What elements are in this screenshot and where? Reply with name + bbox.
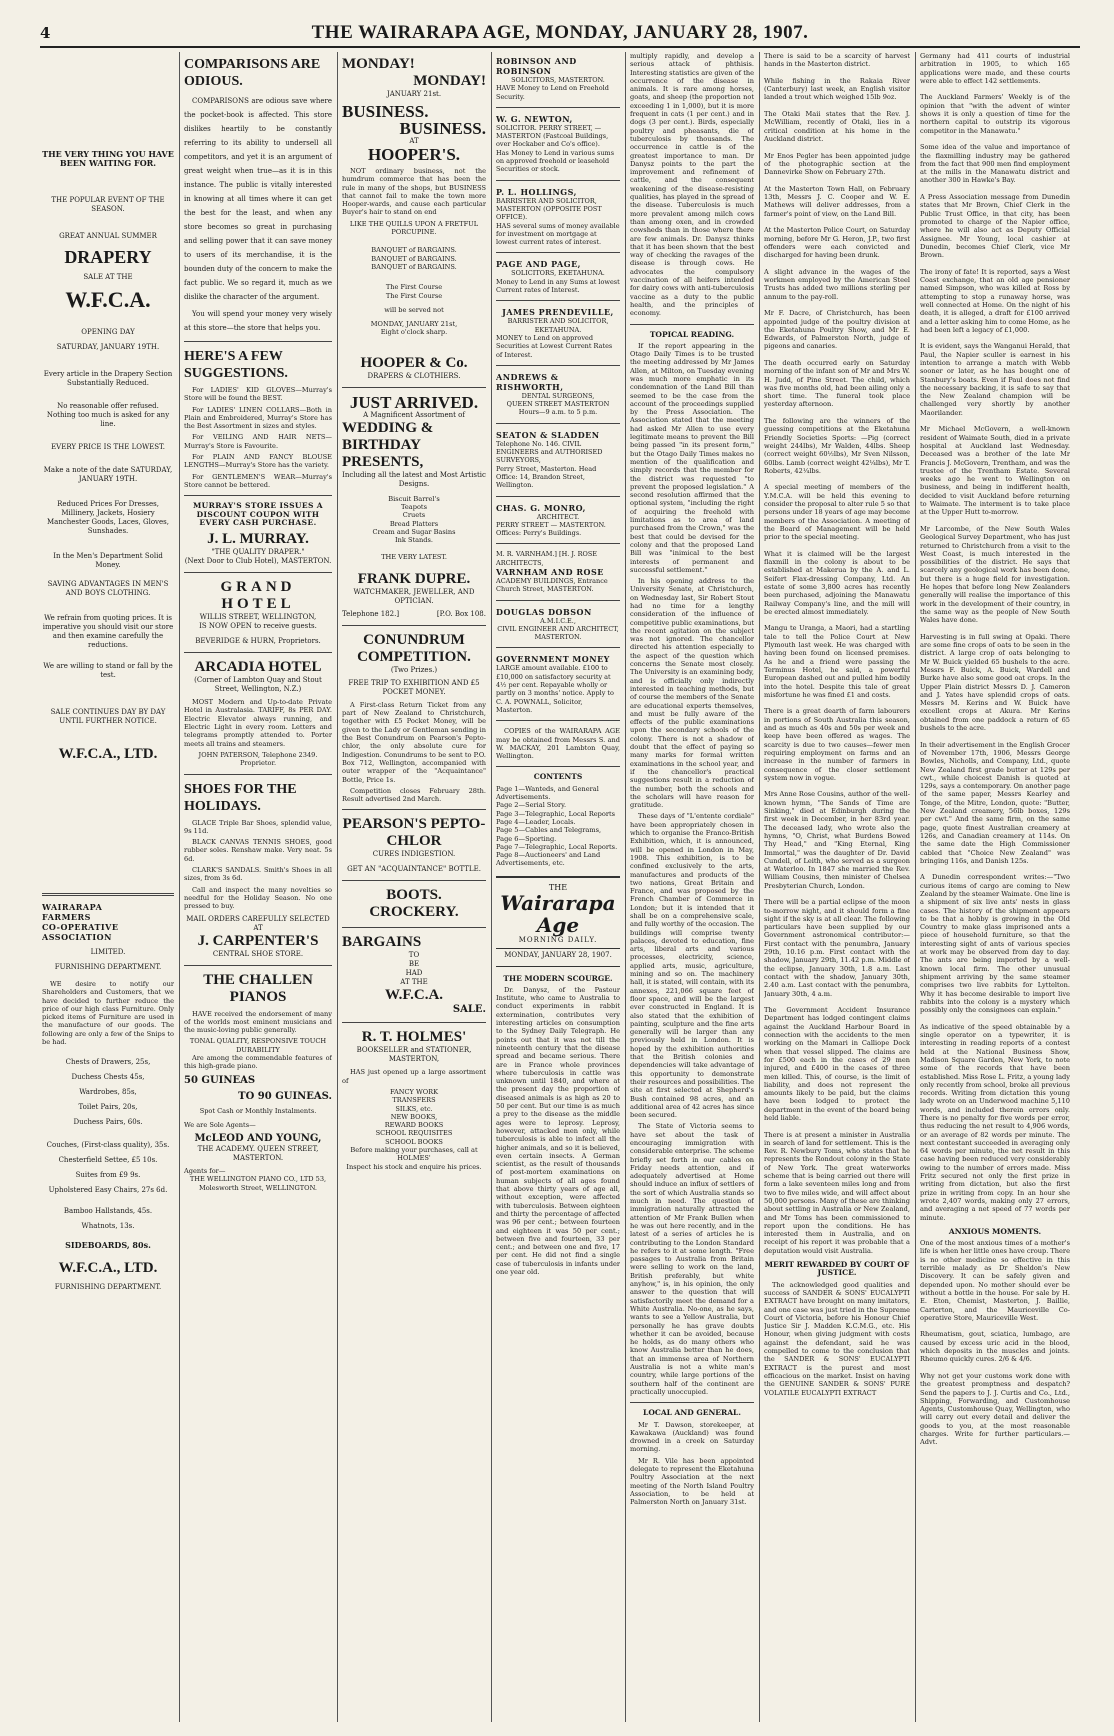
- carpenter-sub: CENTRAL SHOE STORE.: [212, 949, 304, 958]
- professional-card: W. G. NEWTON, SOLICITOR. PERRY STREET, — MASTERTON (Fastcoal Buildings, over Hockaber and Co's office). Has Money to Lend in various sums on approved freehold or leasehold Securities or stock.: [496, 113, 615, 174]
- merit-title: MERIT REWARDED BY COURT OF JUSTICE.: [764, 1260, 910, 1278]
- conundrum-title: CONUNDRUM COMPETITION.: [357, 631, 471, 665]
- challen-price-from: 50 GUINEAS: [184, 1074, 256, 1086]
- arrived-title: JUST ARRIVED.: [349, 392, 479, 412]
- holmes-footer-sub: Inspect his stock and enquire his prices.: [346, 1162, 482, 1171]
- bargains-line: BE: [408, 960, 420, 969]
- furniture-item: Duchess Pairs, 60s.: [73, 1118, 143, 1127]
- holmes-body: HAS just opened up a large assortment of: [342, 1068, 486, 1085]
- monday-line: MONDAY!: [413, 73, 486, 89]
- challen-body-2: Are among the commendable features of this high-grade piano.: [184, 1053, 332, 1071]
- col1-line: We refrain from quoting prices. It is imperative you should visit our store and then examine carefully the reductions.: [42, 614, 174, 649]
- murray-tagline: "THE QUALITY DRAPER.": [211, 548, 305, 557]
- professional-card: SEATON & SLADDEN Telephone No. 146. CIVIL ENGINEERS and AUTHORISED SURVEYORS, Perry Street, Masterton. Head Office: 14, Brandon Street, Wellington.: [496, 429, 603, 490]
- dupre-name: FRANK DUPRE.: [357, 570, 471, 587]
- col1-line: We are willing to stand or fall by the test.: [43, 662, 173, 679]
- anxious-title: ANXIOUS MOMENTS.: [948, 1226, 1042, 1236]
- col1-line: Make a note of the date SATURDAY, JANUARY 19TH.: [43, 466, 173, 483]
- business-line: BUSINESS.: [342, 102, 429, 121]
- wfca-furnishing-ad: [42, 902, 174, 1292]
- drapery-heading: DRAPERY: [64, 247, 152, 267]
- holmes-sub: BOOKSELLER and STATIONER, MASTERTON,: [356, 1046, 472, 1064]
- professional-card: ROBINSON AND ROBINSON SOLICITORS, MASTERTON. HAVE Money to Lend on Freehold Security.: [496, 56, 609, 101]
- suggestion-item: For GENTLEMEN'S WEAR—Murray's Store cannot be bettered.: [184, 472, 332, 489]
- holmes-item: REWARD BOOKS: [384, 1121, 444, 1130]
- mail-orders: MAIL ORDERS CAREFULLY SELECTED AT: [186, 914, 330, 932]
- contents-item: Page 7—Telegraphic, Local Reports.: [496, 842, 618, 851]
- col1-line: EVERY PRICE IS THE LOWEST.: [51, 443, 165, 451]
- furniture-item: Upholstered Easy Chairs, 27s 6d.: [48, 1186, 168, 1195]
- challen-price-to: TO 90 GUINEAS.: [238, 1090, 332, 1102]
- suggestion-item: For VEILING AND HAIR NETS—Murray's Store is Favourite.: [184, 433, 332, 450]
- column-3: [342, 52, 486, 1722]
- furniture-item: SIDEBOARDS, 80s.: [65, 1240, 151, 1251]
- furniture-item: Whatnots, 13s.: [81, 1222, 135, 1231]
- wfca-dept: FURNISHING DEPARTMENT.: [54, 963, 162, 971]
- scourge-body: Dr. Danysz, of the Pasteur Institute, who came to Australia to conduct experiments in rabbit extermination, contributes very interesting articles on consumption to the Sydney Daily Telegraph. He points out that it was not till the nineteenth century that the disease spread and became serious. There are in France whole provinces where tuberculosis in cattle was unknown until 1840, and where at the present day the proportion of diseased animals is as high as 20 to 50 per cent. But our time is as much a prey to the disease as the middle ages were to leprosy. Leprosy, however, attacked men only, while tuberculosis is able to infect all the higher animals, and so it is believed, even certain insects. A German scientist, as the result of thousands of post-mortem examinations on human subjects of all ages found that above thirty years of age all, without exception, were affected with tuberculosis. Between eighteen and thirty the percentage of affected was 96 per cent.; between fourteen and eighteen it was 50 per cent.; between five and fourteen, 33 per cent.; and between one and five, 17 per cent. He did not find a single case of tuberculosis in infants under one year old.: [496, 985, 620, 1276]
- bargains-line: BARGAINS: [342, 934, 422, 951]
- holmes-item: FANCY WORK: [389, 1087, 439, 1096]
- challen-features: TONAL QUALITY, RESPONSIVE TOUCH DURABILITY: [189, 1037, 327, 1054]
- professional-card: P. L. HOLLINGS, BARRISTER AND SOLICITOR, MASTERTON (OPPOSITE POST OFFICE). HAS several sums of money available for investment on mortgage at lowest current rates of interest.: [496, 186, 620, 247]
- wfca-name: CO-OPERATIVE: [42, 922, 119, 932]
- hooper-co-name: HOOPER & Co.: [360, 354, 468, 371]
- arrived-item: Biscuit Barrel's: [388, 494, 440, 503]
- furniture-item: Chesterfield Settee, £5 10s.: [58, 1156, 158, 1165]
- wfca-intro: WE desire to notify our Shareholders and Customers, that we have decided to further reduce the price of our high class Furniture. Only picked items of Furniture are used in the manufacture of our goods. The following are only a few of the Snips to be had.: [42, 980, 174, 1047]
- furniture-item: Suites from £9 9s.: [75, 1171, 141, 1180]
- col1-line: THE POPULAR EVENT OF THE SEASON.: [51, 196, 165, 213]
- bargains-line: SALE.: [452, 1004, 486, 1016]
- col1-line: SALE CONTINUES DAY BY DAY UNTIL FURTHER NOTICE.: [50, 708, 166, 725]
- topical-body: These days of "L'entente cordiale" have been appropriately chosen in which to organise the Franco-British Exhibition, which, it is announced, will be opened in London in May, 1908. This exhibition, is to be confined exclusively to the arts, manufactures and products of the two nations, Great Britain and France, and was proposed by the French Chamber of Commerce in London; but it is intended that it shall be on a comprehensive scale, and fully worthy of the occasion. The buildings will comprise twenty palaces, devoted to education, fine arts, liberal arts and various processes, electricity, science, applied arts, music, agriculture, mining and so on. The machinery hall, it is stated, will contain, with its annexes, 221,066 square feet of floor space, and will be the largest ever constructed in England. It is also stated that the exhibition of painting, sculpture and the fine arts generally will be larger than any previously held in London. It is hoped by the exhibition authorities that the British colonies and dependencies will take advantage of this opportunity to demonstrate their resources and possibilities. The site at first selected at Shepherd's Bush contained 98 acres, and an additional area of 42 acres has since been secured.: [630, 812, 754, 1120]
- challen-agents-sub: THE ACADEMY. QUEEN STREET, MASTERTON.: [197, 1145, 319, 1163]
- challen-agents-for: Agents for—: [184, 1167, 226, 1176]
- professional-card: GOVERNMENT MONEY LARGE amount available. £100 to £10,000 on satisfactory security at 4½ per cent. Repayable wholly or partly on 3 months' notice. Apply to C. A. POWNALL, Solicitor, Masterton.: [496, 654, 614, 714]
- col1-line: In the Men's Department Solid Money.: [53, 552, 163, 569]
- wfca-footer: W.F.C.A., LTD.: [58, 1260, 158, 1277]
- scourge-continued: multiply rapidly, and develop a serious attack of phthisis. Interesting statistics are given of the occurrence of the disease in animals. It is rare among horses, goats, and sheep (the proportion not exceeding 1 in 1,000), but it is more frequent in cats (1 per cent.) and in dogs (3 per cent.). Birds, especially poultry and pheasants, die of tuberculosis by thousands. The occurrence in cattle is of the greatest importance to man. Dr Danysz points to the part the improvement and refinement of cattle, and the consequent weakening of the disease-resisting qualities, has played in the spread of the disease. Tuberculosis is much more prevalent among milch cows than among oxen, and in crowded cowsheds than in those where there are few animals. Dr. Danysz thinks that it has been shown that the best way of checking the ravages of the disease is through cows. He advocates the compulsory vaccination of all heifers intended for dairy cows with anti-tuberculosis vaccine as a duty to the public health, and the principles of economy.: [630, 52, 754, 318]
- hoopers-name: HOOPER'S.: [367, 145, 461, 164]
- wfca-heading: W.F.C.A.: [65, 287, 151, 312]
- col1-line: OPENING DAY: [81, 328, 135, 336]
- course-line: will be served not: [384, 305, 444, 314]
- wfca-name: FARMERS: [42, 912, 91, 922]
- daily-nameplate: [496, 876, 620, 967]
- local-body: Mr T. Dawson, storekeeper, at Kawakawa (Auckland) was found drowned in a creek on Saturday morning.: [630, 1420, 754, 1454]
- arrived-sub: A Magnificent Assortment of: [363, 410, 465, 419]
- holmes-footer: Before making your purchases, call at: [350, 1146, 478, 1155]
- contents-title: CONTENTS: [533, 772, 583, 782]
- business-at: AT: [409, 137, 419, 145]
- challen-agents-label: We are Sole Agents—: [184, 1120, 256, 1129]
- col1-line: SATURDAY, JANUARY 19TH.: [56, 343, 160, 351]
- course-line: MONDAY, JANUARY 21st,: [370, 320, 458, 329]
- arrived-latest: THE VERY LATEST.: [381, 552, 447, 561]
- murray-name: J. L. MURRAY.: [207, 531, 309, 548]
- banquet-line: BANQUET of BARGAINS.: [371, 246, 457, 255]
- boots-line: CROCKERY.: [369, 904, 459, 921]
- arrived-item: Cream and Sugar Basins: [372, 527, 456, 536]
- holmes-item: SCHOOL REQUISITES: [375, 1129, 453, 1138]
- comparisons-body: COMPARISONS are odious save where the pocket-book is affected. This store dislikes heartily to be constantly referring to its ability to undersell all competitors, and yet it is an argument of great weight when true—as it is in this instance. The public is vitally interested in knowing at all times where it can get the best for the least, and when any store becomes so great in purchasing and selling power that it can save money to users of its merchandise, it is the bounden duty of the concern to make the fact public. We so regard it, much as we dislike the character of the argument.: [184, 97, 332, 301]
- challen-agents: McLEOD AND YOUNG,: [194, 1133, 322, 1145]
- contents-item: Page 6—Sporting.: [496, 834, 557, 843]
- furniture-item: Bamboo Hallstands, 45s.: [63, 1207, 153, 1216]
- professional-card: M. R. VARNHAM.] [H. J. ROSE ARCHITECTS, VARNHAM AND ROSE ACADEMY BUILDINGS, Entrance Church Street, MASTERTON.: [496, 550, 608, 594]
- col1-line: GREAT ANNUAL SUMMER: [59, 232, 157, 240]
- column-6: [764, 52, 910, 1722]
- furniture-item: Wardrobes, 85s,: [79, 1088, 137, 1097]
- banquet-line: BANQUET of BARGAINS.: [371, 262, 457, 271]
- page-number: 4: [40, 24, 51, 42]
- general-news-body: Germany had 411 courts of industrial arbitration in 1905, to which 165 applications were made, and these courts were able to effect 142 settlements. The Auckland Farmers' Weekly is of the opinion that "with the advent of winter shows it is only a question of time for the northern capital to outstrip its vigorous competitor in the Manawatu." Some idea of the value and importance of the flaxmilling industry may be gathered from the fact that 900 men find employment at the mills in the Manawatu district and another 300 in Hawke's Bay. A Press Association message from Dunedin states that Mr Brown, Chief Clerk in the Public Trust Office, in that city, has been promoted to charge of the Napier office, where he will also act as Deputy Official Assignee. Mr Young, local cashier at Dunedin, becomes Chief Clerk, vice Mr Brown. The irony of fate! It is reported, says a West Coast exchange, that an old age pensioner named Simpson, who was killed at Ross by attempting to stop a runaway horse, was well connected at Home. On the night of his death, it is alleged, a draft for £100 arrived and a letter asking him to come Home, as he had been left a legacy of £1,000. It is evident, says the Wanganui Herald, that Paul, the Napier sculler is earnest in his intention to arrange a match with Webb sooner or later, as he has bought one of Stanbury's boats. Even if Paul does not find the necessary backing, it is safe to say that the New Zealand champion will be challenged very shortly by another Maorilander. Mr Michael McGovern, a well-known resident of Waimate South, died in a private hospital at Auckland last Wednesday. Deceased was a brother of the late Mr Francis J. McGovern, Trentham, and was the trustee of the Trentham Estate. Several weeks ago he went to Wellington on business, and being in indifferent health, decided to visit Auckland before returning to Waimate. The interment is to take place at the Upper Hutt to-morrow. Mr Larcombe, of the New South Wales Geological Survey Department, who has just returned to Christchurch from a visit to the West Coast, is much interested in the possibilities of the district. He says that scarcely any geological work has been done, but there is a huge field for investigation. He hopes that before long New Zealanders generally will realise the importance of this work in the development of their country, in the same way as the people of New South Wales have done. Harvesting is in full swing at Opaki. There are some fine crops of oats to be seen in the district. A large crop of oats belonging to Mr W. Buick yielded 65 bushels to the acre. Messrs F. Buick, A. Buick, Wardell and Burke have also some good oat crops. In the Upper Plain district Messrs D. J. Cameron and J. Yates have splendid crops of oats. Messrs M. Kerins and W. Buick have excellent crops at Akura. Mr Kerins obtained from one paddock a return of 65 bushels to the acre. In their advertisement in the English Grocer of November 17th, 1906, Messrs George Bowles, Nicholls, and Company, Ltd., quote New Zealand first grade butter at 129s per cwt., while choicest Danish is quoted at 129s, says a contemporary. On another page of the same paper, Messrs Kearley and Tonge, of the Mitre, London, quote: "Butter, New Zealand creamery, 56lb boxes, 129s per cwt." And the same firm, on the same page, quote finest Australian creamery at 126s, and Canadian creamery at 114s. On the same date the High Commissioner cabled that "Choice New Zealand" was bringing 116s, and Danish 125s. A Dunedin correspondent writes:—"Two curious items of cargo are coming to New Zealand by the steamer Waimate. One line is a shipment of six live ants' nests in glass cases. The history of the shipment appears to be that a hobby is growing in the Old Country to make glass imprisoned ants a piece of household furniture, so that the interesting sight of ants of various species at work may be observed from day to day. The ants are being imported by a well-known local firm. The other unusual shipment arriving by the same steamer comprises two live rabbits for Lyttelton. Why it has become desirable to import live rabbits into the colony is a mystery which possibly only the consignees can explain." As indicative of the speed obtainable by a single operator on a typewriter, it is interesting in reading reports of a contest held at the National Business Show, Madison Square Garden, New York, to note some of the records that have been established. Miss Rose L. Fritz, a young lady only recently from school, broke all previous records. Writing from dictation this young lady wrote on an Underwood machine 5,110 words, and included therein errors only. There is no penalty for five words per error, thus reducing the net result to 4,906 words, or an average of 82 words per minute. The next contestant succeeded in averaging only 64 words per minute, the net result in this case having been reduced very considerably owing to the number of errors made. Miss Fritz secured not only the first prize in writing from dictation, but also the first prize in writing from copy. In an hour she wrote 2,407 words, making only 27 errors, and averaging a net speed of 77 words per minute.: [920, 52, 1070, 1222]
- suggestions-title: HERE'S A FEW SUGGESTIONS.: [184, 349, 288, 381]
- monday-date: JANUARY 21st.: [386, 90, 442, 98]
- holmes-item: SILKS, etc.: [395, 1104, 433, 1113]
- arcadia-body: MOST Modern and Up-to-date Private Hotel in Australasia. TARIFF, 8s PER DAY. Electric Elevator always running, and Electric Light in every room. Letters and telegrams promptly attended to. Porter meets all trains and steamers.: [184, 698, 332, 748]
- wfca-name: WAIRARAPA: [42, 902, 103, 912]
- contents-list: [496, 785, 620, 868]
- daily-sub: MORNING DAILY.: [518, 936, 598, 944]
- grand-hotel-name: GRAND HOTEL: [220, 579, 296, 613]
- challen-body: HAVE received the endorsement of many of the worlds most eminent musicians and the music-loving public generally.: [184, 1009, 332, 1035]
- topical-body: If the report appearing in the Otago Daily Times is to be trusted the meeting addressed by Mr James Allen, at Milton, on Tuesday evening was much more emphatic in its condemnation of the Land Bill than seemed to be the case from the account of the proceedings supplied by the Press Association. The Association stated that the meeting had asked Mr Allen to use every legitimate means to prevent the Bill being passed "in its present form," but the Otago Daily Times makes no mention of the qualification and simply records that the member for the district was requested "to prevent the proposed legislation." A second resolution affirmed that the optional system, "including the right of acquiring the freehold with limitations as to area of land purchased from the Crown," was the best that could be devised for the colony and that the proposed Land Bill was "inimical to the best interests of permanent and successful settlement.": [630, 341, 754, 574]
- professional-card: DOUGLAS DOBSON A.M.I.C.E., CIVIL ENGINEER AND ARCHITECT, MASTERTON.: [496, 606, 619, 642]
- topical-body: In his opening address to the University Senate, at Christchurch, on Wednesday last, Sir Robert Stout had no time for a lengthy consideration of the influence of competitive public examinations, but the recent agitation on the subject was not ignored. The chancellor directed his attention especially to the aspect of the question which concerns the Senate most closely. The University is an examining body, and is officially only indirectly interested in teaching methods, but of course the members of the Senate are educational experts themselves, and must be fully aware of the effects of the public examinations upon the secondary schools of the colony. There is not a shadow of doubt that the effect of paying so many marks for formal written examinations in the school year, and if the chancellor's practical suggestions result in a reduction of the number, both the schools and the scholars will have reason for gratitude.: [630, 577, 754, 810]
- furniture-item: Duchess Chests 45s,: [71, 1073, 145, 1082]
- challen-terms: Spot Cash or Monthly Instalments.: [199, 1106, 317, 1115]
- shoes-item: CLARK'S SANDALS. Smith's Shoes in all sizes, from 3s 6d.: [184, 866, 332, 883]
- local-title: LOCAL AND GENERAL.: [643, 1408, 741, 1418]
- professional-card: CHAS. G. MONRO, ARCHITECT. PERRY STREET — MASTERTON. Offices: Perry's Buildings.: [496, 502, 606, 538]
- comparisons-title: COMPARISONS ARE ODIOUS.: [184, 57, 321, 89]
- col1-line: THE VERY THING YOU HAVE BEEN WAITING FOR.: [42, 149, 174, 168]
- daily-the: THE: [548, 882, 568, 892]
- arrived-item: Teapots: [401, 503, 427, 512]
- holmes-item: TRANSFERS: [392, 1096, 436, 1105]
- course-line: Eight o'clock sharp.: [380, 328, 448, 337]
- pearson-sub: CURES INDIGESTION.: [372, 850, 456, 859]
- conundrum-body: A First-class Return Ticket from any part of New Zealand to Christchurch, together with £5 Pocket Money, will be given to the Lady or Gentleman sending in the Best Conundrum on Pearson's Pepto-chlor, the only absolute cure for Indigestion. Conundrums to be sent to P.O. Box 712, Wellington, accompanied with outer wrapper of the "Acquaintance" Bottle, Price 1s.: [342, 700, 486, 784]
- arcadia-name: ARCADIA HOTEL: [194, 659, 322, 676]
- wfca-name: ASSOCIATION: [42, 932, 112, 942]
- shoes-title: SHOES FOR THE HOLIDAYS.: [184, 781, 297, 814]
- anxious-body: One of the most anxious times of a mother's life is when her little ones have croup. There is no other medicine so effective in this terrible malady as Dr Sheldon's New Discovery. It can be safely given and depended upon. No mother should ever be without a bottle in the house. For sale by H. E. Eton, Chemist, Masterton, J. Baillie, Carterton, and the Mauriceville Co-operative Store, Mauriceville West. Rheumatism, gout, sciatica, lumbago, are caused by excess uric acid in the blood, which deposits in the muscles and joints. Rheumo quickly cures. 2/6 & 4/6. Why not get your customs work done with the greatest promptness and despatch? Send the papers to J. J. Curtis and Co., Ltd., Shipping, Forwarding, and Customhouse Agents, Customhouse Quay, Wellington, who will carry out every detail and deliver the goods to you, at the most reasonable charges. Write for further particulars.—Advt.: [920, 1239, 1070, 1447]
- bargains-line: HAD: [405, 969, 423, 978]
- suggestion-item: For LADIES' KID GLOVES—Murray's Store will be found the BEST.: [184, 386, 332, 403]
- professional-card: JAMES PRENDEVILLE, BARRISTER AND SOLICITOR, EKETAHUNA. MONEY to Lend on approved Securities at Lowest Current Rates of Interest.: [496, 307, 614, 359]
- contents-item: Page 8—Auctioneers' and Land Advertisements, etc.: [496, 851, 601, 868]
- boots-line: BOOTS.: [386, 887, 442, 904]
- grand-hotel-address: WILLIS STREET, WELLINGTON,: [199, 613, 317, 622]
- topical-body: The State of Victoria seems to have set about the task of encouraging immigration with considerable enterprise. The scheme briefly set forth in our cables on Friday needs attention, and if adequately advertised at Home should induce an influx of settlers of the sort of which Australia stands so much in need. The question of immigration naturally attracted the attention of Mr Frank Bullen when he was out here recently, and in the latest of a series of articles he is contributing to the London Standard he refers to it at some length. "Free passages to Australia from Britain were selling to work on the land, British preferably, but white anyhow," is, in his opinion, the only answer to the question that will satisfactorily meet the demand for a White Australia. No-one, as he says, wants to see a Yellow Australia, but personally he has grave doubts whether it can be avoided, because he holds, as do many others who know Australia better than he does, that an immense area of Northern Australia is not a white man's country, while large portions of the southern half of the continent are practically unoccupied.: [630, 1122, 754, 1396]
- dupre-sub: WATCHMAKER, JEWELLER, AND OPTICIAN.: [353, 587, 475, 605]
- column-7: [920, 52, 1070, 1722]
- merit-body: The acknowledged good qualities and success of SANDER & SONS' EUCALYPTI EXTRACT have brought on many imitators, and one case was just tried in the Supreme Court of Victoria, before his Honour Chief Justice Sir J. Madden K.C.M.G., etc. His Honour, when giving judgment with costs against the defendant, said he was compelled to come to the conclusion that the SANDER & SONS' EUCALYPTI EXTRACT is the purest and most efficacious on the market. Insist on having the GENUINE SANDER & SONS' PURE VOLATILE EUCALYPTI EXTRACT: [764, 1280, 910, 1397]
- contents-item: Page 5—Cables and Telegrams,: [496, 826, 602, 835]
- shoes-item: BLACK CANVAS TENNIS SHOES, good rubber soles. Renshaw make. Very neat. 5s 6d.: [184, 838, 332, 863]
- column-2: [184, 52, 332, 1722]
- conundrum-free: FREE TRIP TO EXHIBITION AND £5 POCKET MONEY.: [348, 678, 480, 696]
- furniture-item: Toilet Pairs, 20s,: [78, 1103, 138, 1112]
- dupre-tel: Telephone 182.]: [342, 609, 400, 618]
- hooper-co-sub: DRAPERS & CLOTHIERS.: [367, 371, 461, 380]
- local-body: Mr R. Vile has been appointed delegate to represent the Eketahuna Poultry Association at the next meeting of the North Island Poultry Association, to be held at Palmerston North on January 31st.: [630, 1456, 754, 1507]
- business-line: BUSINESS.: [399, 119, 486, 138]
- professional-card: PAGE AND PAGE, SOLICITORS, EKETAHUNA. Money to Lend in any Sums at lowest Current rates of Interest.: [496, 259, 620, 295]
- arcadia-proprietor: JOHN PATERSON, Telephone 2349. Proprietor.: [198, 750, 318, 768]
- col1-line: No reasonable offer refused. Nothing too much is asked for any line.: [46, 402, 170, 428]
- furniture-item: Couches, (First-class quality), 35s.: [46, 1141, 170, 1150]
- daily-date: MONDAY, JANUARY 28, 1907.: [496, 948, 620, 959]
- arcadia-address: (Corner of Lambton Quay and Stout Street, Wellington, N.Z.): [194, 676, 322, 694]
- column-5: [630, 52, 754, 1722]
- newspaper-title: THE WAIRARAPA AGE, MONDAY, JANUARY 28, 1907.: [311, 22, 809, 43]
- wfca-limited: LIMITED.: [90, 948, 126, 956]
- comparisons-body-2: You will spend your money very wisely at this store—the store that helps you.: [184, 310, 332, 332]
- masthead: [40, 22, 1080, 48]
- challen-title: THE CHALLEN PIANOS: [203, 971, 313, 1005]
- daily-name: Wairarapa Age: [500, 891, 616, 937]
- business-body: NOT ordinary business, not the humdrum commerce that has been the rule in many of the shops, but BUSINESS that cannot fail to make the town more Hooper-wards, and cause each particular Buyer's hair to stand on end: [342, 167, 486, 217]
- pearson-title: PEARSON'S PEPTO-CHLOR: [342, 816, 486, 850]
- grand-hotel-proprietors: BEVERIDGE & HURN, Proprietors.: [195, 637, 321, 646]
- wfca-footer-dept: FURNISHING DEPARTMENT.: [54, 1283, 162, 1292]
- business-quote: LIKE THE QUILLS UPON A FRETFUL PORCUPINE.: [349, 219, 479, 237]
- contents-item: Page 3—Telegraphic, Local Reports: [496, 809, 616, 818]
- scourge-title: THE MODERN SCOURGE.: [503, 973, 613, 983]
- holmes-item: SCHOOL BOOKS: [385, 1137, 443, 1146]
- contents-item: Page 4—Leader, Locals.: [496, 817, 576, 826]
- col1-line: Reduced Prices For Dresses, Millinery, Jackets, Hosiery Manchester Goods, Laces, Gloves, Sunshades.: [47, 500, 169, 535]
- course-line: The First Course: [385, 291, 443, 300]
- contents-item: Page 2—Serial Story.: [496, 801, 567, 810]
- conundrum-prizes: (Two Prizes.): [390, 665, 438, 674]
- wfca-ltd-heading: W.F.C.A., LTD.: [58, 746, 158, 762]
- holmes-item: NEW BOOKS,: [390, 1112, 438, 1121]
- course-line: The First Course: [385, 283, 443, 292]
- professional-card: ANDREWS & RISHWORTH, DENTAL SURGEONS, QUEEN STREET MASTERTON Hours—9 a.m. to 5 p.m.: [496, 371, 610, 417]
- arrived-body: Including all the latest and Most Artistic Designs.: [342, 470, 486, 488]
- holmes-footer-name: HOLMES': [397, 1154, 431, 1163]
- local-news-body: There is said to be a scarcity of harvest hands in the Masterton district. While fishing in the Rakaia River (Canterbury) last week, an English visitor landed a trout which weighed 15lb 9oz. The Otaki Maii states that the Rev. J. McWilliam, recently of Otaki, lies in a critical condition at his home in the Auckland district. Mr Enos Pegler has been appointed judge of the photographic section at the Dannevirke Show on February 27th. At the Masterton Town Hall, on February 13th, Messrs J. C. Cooper and W. E. Mathews will deliver addresses, from a farmer's point of view, on the Land Bill. At the Masterton Police Court, on Saturday morning, before Mr G. Heron, J.P., two first offenders were each convicted and discharged for having been drunk. A slight advance in the wages of the workmen employed by the American Steel Trusts has added two millions sterling per annum to the pay-roll. Mr F. Dacre, of Christchurch, has been appointed judge of the poultry division at the Eketahuna Poultry Show, and Mr E. Edwards, of Palmerston North, judge of pigeons and canaries. The death occurred early on Saturday morning of the infant son of Mr and Mrs W. H. Judd, of Pine Street. The child, which was five months old, had been ailing only a short time. The funeral took place yesterday afternoon. The following are the winners of the guessing competitions at the Eketahuna Friendly Societies Sports: —Pig (correct weight 244lbs), Mr Walden, 44lbs. Sheep (correct weight 60½lbs), Mr Sven Nilsson, 60lbs. Lamb (correct weight 42¼lbs), Mr T. Roberts, 42¼lbs. A special meeting of members of the Y.M.C.A. will be held this evening to consider the proposal to alter rule 5 so that persons under 18 years of age may become members of the Association. A meeting of the Board of Management will be held prior to the special meeting. What it is claimed will be the largest flaxmill in the colony is about to be established at Makerua by the A. and L. Seifert Flax-dressing Company, Ltd. An estate of some 3,800 acres has recently been purchased, adjoining the Manawatu Railway Company's line, and the mill will be erected almost immediately. Mangu te Uranga, a Maori, had a startling tale to tell the Police Court at New Plymouth last week. He was charged with having been found on licensed premises. As he and a friend were passing the Terminus Hotel, he said, a powerful European dashed out and pulled him bodily into the hotel. Despite this tale of great misfortune he was fined £1 and costs. There is a great dearth of farm labourers in portions of South Australia this season, and as much as 40s and 50s per week and keep have been offered as wages. The scarcity is due to two causes—fewer men requiring employment on farms and an increase in the number of farmers in consequence of the closer settlement system now in vogue. Mrs Anne Rose Cousins, author of the well-known hymn, "The Sands of Time are Sinking," died at Edinburgh during the first week in December, in her 83rd year. The deceased lady, who wrote also the hymns, "O, Christ, what Burdens Bowed Thy Head," and "King Eternal, King Immortal," was the daughter of Dr. David Cundell, of Leith, who served as a surgeon at Waterloo. In 1847 she married the Rev. William Cousins, then minister of Chelsea Presbyterian Church, London. There will be a partial eclipse of the moon to-morrow night, and it should form a fine sight if the sky is at all clear. The following particulars have been supplied by our Government astronomical contributor:—First contact with the penumbra, January 29th, 10.16 p.m. First contact with the shadow, January 29th, 11.42 p.m. Middle of the eclipse, January 30th, 1.8 a.m. Last contact with the shadow, January 30th, 2.40 a.m. Last contact with the penumbra, January 30th, 4 a.m. The Government Accident Insurance Department has lodged contingent claims against the Auckland Harbour Board in connection with the accidents to the men working on the Mamari in Calliope Dock when that vessel slipped. The claims are for £500 each in the cases of 29 men injured, and £400 in the cases of three men killed. This, of course, is the limit of liability, and does not represent the amounts likely to be paid, but the claims have been lodged to protect the department in the event of the board being held liable. There is at present a minister in Australia in search of land for settlement. This is the Rev. R. Newbury Toms, who states that he represents the Rondout colony in the State of New York. The great waterworks scheme that is being carried out there will form a lake seventeen miles long and from two to five miles wide, and will affect about 50,000 persons. Many of these are thinking about settling in Australia or New Zealand, and Mr Toms has been commissioned to report upon the conditions. He has interested them in Australia, and on receipt of his report it was probable that a deputation would visit Australia.: [764, 52, 910, 1255]
- col1-line: SAVING ADVANTAGES IN MEN'S AND BOYS CLOTHING.: [47, 580, 169, 597]
- bargains-line: AT THE: [400, 978, 428, 987]
- pearson-get: GET AN "ACQUAINTANCE" BOTTLE.: [347, 865, 481, 874]
- suggestion-item: For PLAIN AND FANCY BLOUSE LENGTHS—Murray's Store has the variety.: [184, 453, 332, 470]
- topical-title: TOPICAL READING.: [649, 329, 735, 339]
- discount-notice: MURRAY'S STORE ISSUES A DISCOUNT COUPON WITH EVERY CASH PURCHASE.: [192, 501, 323, 527]
- arrived-item: Bread Platters: [389, 519, 439, 528]
- shoes-item: Call and inspect the many novelties so needful for the Holiday Season. No one pressed to buy.: [184, 885, 332, 911]
- bargains-line: W.F.C.A.: [384, 987, 444, 1004]
- dupre-box: [P.O. Box 108.: [436, 609, 486, 618]
- contents-item: Page 1—Wanteds, and General Advertisements.: [496, 784, 599, 802]
- grand-hotel-notice: IS NOW OPEN to receive guests.: [199, 622, 317, 631]
- arrived-big: WEDDING & BIRTHDAY PRESENTS,: [342, 419, 434, 470]
- carpenter-name: J. CARPENTER'S: [197, 932, 319, 949]
- holmes-name: R. T. HOLMES': [361, 1029, 467, 1046]
- column-1: [42, 52, 174, 1722]
- monday-line: MONDAY!: [342, 56, 415, 72]
- copies-notice: COPIES of the WAIRARAPA AGE may be obtained from Messrs S. and W. MACKAY, 201 Lambton Quay, Wellington.: [496, 727, 620, 761]
- col1-line: Every article in the Drapery Section Substantially Reduced.: [43, 370, 173, 387]
- col1-line: SALE AT THE: [83, 273, 133, 281]
- banquet-line: BANQUET of BARGAINS.: [371, 254, 457, 263]
- arrived-item: Ink Stands.: [395, 536, 433, 545]
- challen-company: THE WELLINGTON PIANO CO., LTD 53, Molesworth Street, WELLINGTON.: [189, 1175, 327, 1192]
- arrived-item: Cruets: [402, 511, 426, 520]
- column-4: [496, 52, 620, 1722]
- suggestion-item: For LADIES' LINEN COLLARS—Both in Plain and Embroidered, Murray's Store has the Best Assortment in sizes and styles.: [184, 405, 332, 431]
- furniture-item: Chests of Drawers, 25s,: [65, 1058, 151, 1067]
- conundrum-closes: Competition closes February 28th. Result advertised 2nd March.: [342, 786, 486, 804]
- shoes-item: GLACE Triple Bar Shoes, splendid value, 9s 11d.: [184, 818, 332, 835]
- murray-address: (Next Door to Club Hotel), MASTERTON.: [184, 557, 332, 566]
- bargains-line: TO: [408, 951, 420, 960]
